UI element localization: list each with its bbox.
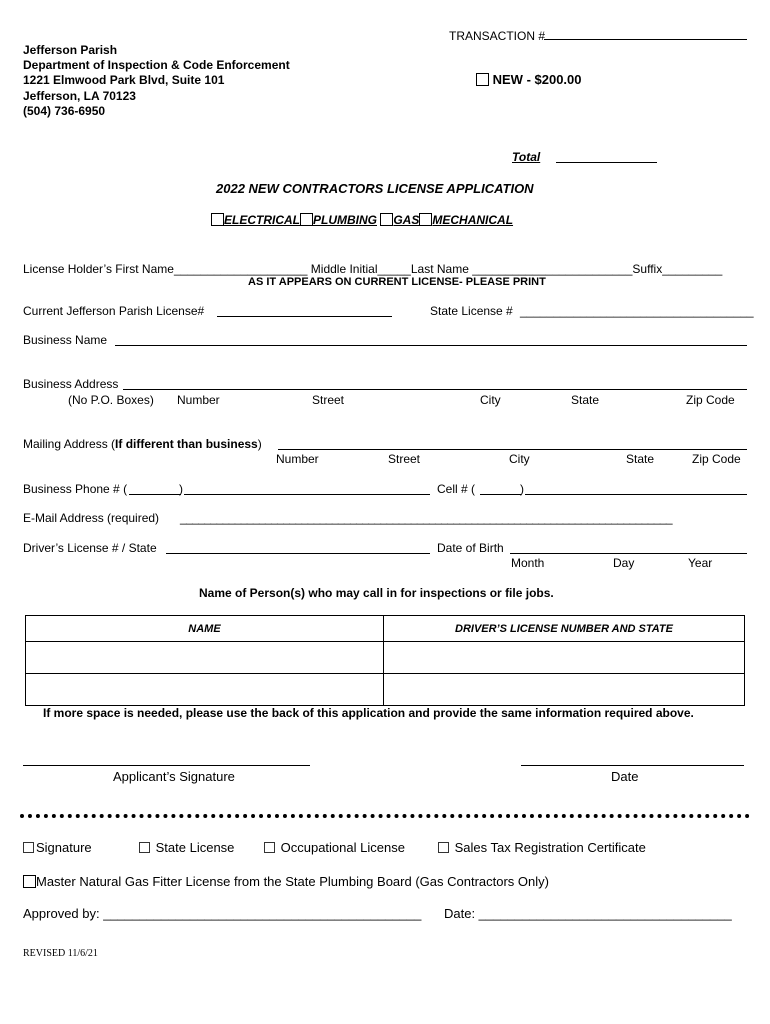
license-type-row — [211, 213, 513, 227]
mailing-address-label — [23, 437, 262, 451]
total-field[interactable] — [556, 162, 657, 163]
approved-by-field[interactable]: Approved by: ____________________________________________ — [23, 906, 422, 921]
name-column-header: NAME — [26, 616, 384, 642]
office-check-occupational — [264, 840, 405, 855]
inspections-heading: Name of Person(s) who may call in for inspections or file jobs. — [199, 586, 554, 600]
address-street-label: Street — [312, 393, 345, 407]
agency-line-1: Jefferson Parish — [23, 43, 118, 57]
print-note: AS IT APPEARS ON CURRENT LICENSE- PLEASE PRINT — [248, 276, 546, 288]
new-fee-checkbox[interactable] — [476, 73, 489, 86]
electrical-checkbox[interactable] — [211, 213, 224, 226]
last-name-label: Last Name — [410, 262, 469, 276]
table-row — [26, 642, 745, 674]
name-cell[interactable] — [26, 642, 384, 674]
name-cell[interactable] — [26, 674, 384, 706]
mailing-address-field[interactable] — [278, 449, 747, 450]
agency-line-4: Jefferson, LA 70123 — [23, 89, 136, 103]
dob-field[interactable] — [510, 553, 747, 554]
business-phone-close: ) — [179, 482, 183, 496]
business-phone-area-field[interactable] — [129, 494, 181, 495]
email-field[interactable]: _________________________________________________________________________________ — [180, 511, 672, 525]
address-zip-label: Zip Code — [686, 393, 735, 407]
dob-year-label: Year — [688, 556, 713, 570]
office-use-divider — [20, 814, 750, 818]
first-name-label: License Holder’s First Name — [23, 262, 174, 276]
signature-label: Applicant’s Signature — [113, 769, 235, 784]
license-cell[interactable] — [384, 642, 745, 674]
last-name-field[interactable]: ________________________ — [472, 262, 633, 276]
dob-label: Date of Birth — [437, 541, 504, 555]
master-gas-row — [23, 874, 549, 889]
middle-initial-field[interactable]: _____ — [377, 262, 411, 276]
master-gas-label: Master Natural Gas Fitter License from the State Plumbing Board (Gas Contractors Only) — [36, 874, 549, 889]
license-column-header: DRIVER’S LICENSE NUMBER AND STATE — [384, 616, 745, 642]
address-state-label: State — [571, 393, 600, 407]
gas-label: GAS — [393, 213, 420, 227]
signature-date-field[interactable] — [521, 765, 744, 766]
state-license-check-label: State License — [155, 840, 235, 855]
state-license-checkbox[interactable] — [139, 842, 150, 853]
drivers-license-field[interactable] — [166, 553, 430, 554]
approval-date-field[interactable]: Date: ___________________________________ — [444, 906, 732, 921]
email-label: E-Mail Address (required) — [23, 511, 160, 525]
business-address-field[interactable] — [123, 389, 747, 390]
signature-check-label: Signature — [36, 840, 92, 855]
transaction-field[interactable] — [544, 39, 747, 40]
business-phone-label: Business Phone # ( — [23, 482, 128, 496]
total-label: Total — [512, 150, 541, 164]
business-phone-field[interactable] — [184, 494, 430, 495]
mailing-zip-label: Zip Code — [692, 452, 741, 466]
inspection-persons-table — [25, 615, 745, 706]
new-fee-label: NEW - $200.00 — [492, 72, 582, 87]
signature-field[interactable] — [23, 765, 310, 766]
signature-date-label: Date — [611, 769, 639, 784]
name-row — [23, 262, 722, 276]
mailing-state-label: State — [626, 452, 655, 466]
address-number-label: Number — [177, 393, 220, 407]
office-check-state-license — [139, 840, 234, 855]
agency-line-3: 1221 Elmwood Park Blvd, Suite 101 — [23, 73, 225, 87]
table-row — [26, 674, 745, 706]
agency-line-2: Department of Inspection & Code Enforcement — [23, 58, 290, 72]
jp-license-label: Current Jefferson Parish License# — [23, 304, 205, 318]
business-address-label: Business Address — [23, 377, 119, 391]
plumbing-checkbox[interactable] — [300, 213, 313, 226]
cell-area-field[interactable] — [480, 494, 521, 495]
mailing-number-label: Number — [276, 452, 319, 466]
electrical-label: ELECTRICAL — [224, 213, 300, 227]
no-po-note: (No P.O. Boxes) — [68, 393, 154, 407]
office-check-sales-tax — [438, 840, 646, 855]
new-fee — [476, 72, 582, 87]
agency-line-5: (504) 736-6950 — [23, 104, 106, 118]
table-header-row — [26, 616, 745, 642]
sales-tax-check-label: Sales Tax Registration Certificate — [454, 840, 646, 855]
dob-month-label: Month — [511, 556, 545, 570]
signature-checkbox[interactable] — [23, 842, 34, 853]
cell-close: ) — [520, 482, 524, 496]
address-city-label: City — [480, 393, 501, 407]
suffix-label: Suffix — [632, 262, 663, 276]
revision-note: REVISED 11/6/21 — [23, 948, 98, 959]
license-cell[interactable] — [384, 674, 745, 706]
occupational-check-label: Occupational License — [280, 840, 405, 855]
drivers-license-label: Driver’s License # / State — [23, 541, 157, 555]
master-gas-checkbox[interactable] — [23, 875, 36, 888]
cell-field[interactable] — [525, 494, 747, 495]
business-name-label: Business Name — [23, 333, 108, 347]
middle-initial-label: Middle Initial — [310, 262, 378, 276]
mailing-label-close: ) — [257, 437, 262, 451]
occupational-license-checkbox[interactable] — [264, 842, 275, 853]
mechanical-label: MECHANICAL — [432, 213, 514, 227]
page-title: 2022 NEW CONTRACTORS LICENSE APPLICATION — [216, 181, 534, 196]
gas-checkbox[interactable] — [380, 213, 393, 226]
suffix-field[interactable]: _________ — [662, 262, 723, 276]
mailing-city-label: City — [509, 452, 530, 466]
plumbing-label: PLUMBING — [313, 213, 377, 227]
dob-day-label: Day — [613, 556, 635, 570]
mailing-label-bold: If different than business — [115, 437, 258, 451]
transaction-label: TRANSACTION # — [449, 29, 546, 43]
more-space-note: If more space is needed, please use the back of this application and provide the same information required above. — [43, 706, 694, 720]
state-license-field[interactable]: ___________________________________ — [520, 304, 754, 318]
mechanical-checkbox[interactable] — [419, 213, 432, 226]
state-license-label: State License # — [430, 304, 513, 318]
first-name-field[interactable]: ____________________ — [173, 262, 308, 276]
mailing-label-text: Mailing Address ( — [23, 437, 116, 451]
office-check-signature — [23, 840, 92, 855]
sales-tax-checkbox[interactable] — [438, 842, 449, 853]
business-name-field[interactable] — [115, 345, 747, 346]
mailing-street-label: Street — [388, 452, 421, 466]
jp-license-field[interactable] — [217, 316, 392, 317]
cell-label: Cell # ( — [437, 482, 476, 496]
